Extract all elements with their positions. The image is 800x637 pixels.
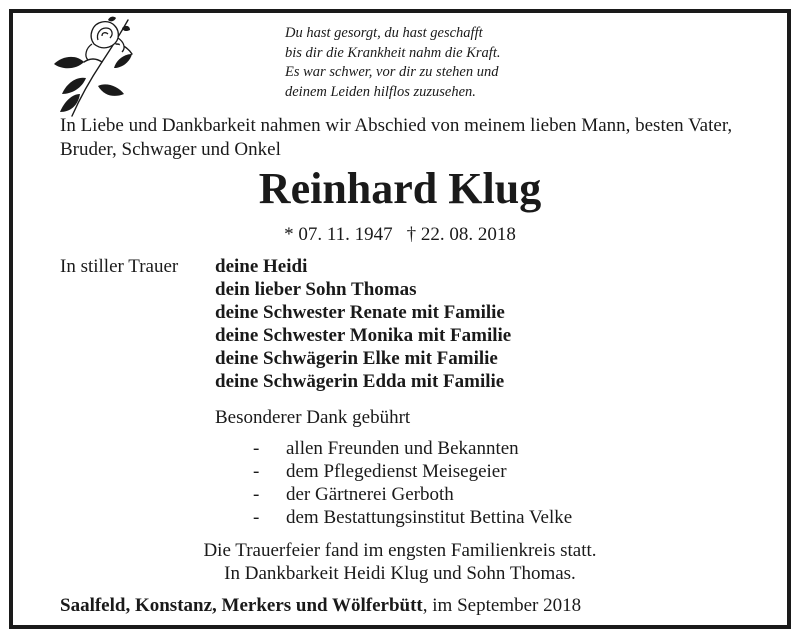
poem [285, 24, 500, 102]
footer-date: , im September 2018 [422, 595, 582, 616]
rose-icon [46, 14, 134, 120]
intro-text: In Liebe und Dankbarkeit nahmen wir Abschied von meinem lieben Mann, besten Vater, Bruder, Schwager und Onkel [60, 115, 733, 160]
thanks-item [253, 506, 572, 529]
mourners-label: In stiller Trauer [60, 256, 179, 277]
mourner-name: deine Schwester Monika mit Familie [215, 325, 512, 346]
mourner-name: deine Schwester Renate mit Familie [215, 302, 505, 323]
life-dates [0, 222, 800, 248]
mourner-name: deine Schwägerin Elke mit Familie [215, 348, 498, 369]
thanks-item-text: der Gärtnerei Gerboth [286, 484, 454, 505]
thanks-item-text: dem Pflegedienst Meisegeier [286, 461, 507, 482]
dash-bullet: - [253, 507, 260, 528]
mourner-name: dein lieber Sohn Thomas [215, 279, 417, 300]
birth-date: * 07. 11. 1947 [284, 224, 393, 245]
footer-places: Saalfeld, Konstanz, Merkers und Wölferbütt [60, 595, 423, 616]
closing-line: In Dankbarkeit Heidi Klug und Sohn Thomas. [224, 563, 576, 584]
thanks-item [253, 460, 572, 483]
thanks-item-text: dem Bestattungsinstitut Bettina Velke [286, 507, 573, 528]
closing-text [0, 539, 800, 585]
thanks-list [253, 437, 572, 529]
footer-line [60, 594, 581, 618]
poem-line: Es war schwer, vor dir zu stehen und [285, 64, 499, 80]
death-date: † 22. 08. 2018 [406, 224, 516, 245]
thanks-heading: Besonderer Dank gebührt [215, 407, 411, 428]
dash-bullet: - [253, 461, 260, 482]
dash-bullet: - [253, 438, 260, 459]
mourners-list [215, 255, 511, 393]
poem-line: deinem Leiden hilflos zuzusehen. [285, 83, 476, 100]
closing-line: Die Trauerfeier fand im engsten Familienkreis statt. [203, 540, 597, 561]
poem-line: Du hast gesorgt, du hast geschafft [285, 25, 483, 41]
deceased-name: Reinhard Klug [258, 164, 542, 213]
thanks-item [253, 483, 572, 506]
mourner-name: deine Schwägerin Edda mit Familie [215, 371, 505, 392]
poem-line: bis dir die Krankheit nahm die Kraft. [285, 44, 501, 61]
dash-bullet: - [253, 484, 260, 505]
thanks-item [253, 437, 572, 460]
mourner-name: deine Heidi [215, 256, 308, 277]
thanks-item-text: allen Freunden und Bekannten [286, 438, 519, 459]
